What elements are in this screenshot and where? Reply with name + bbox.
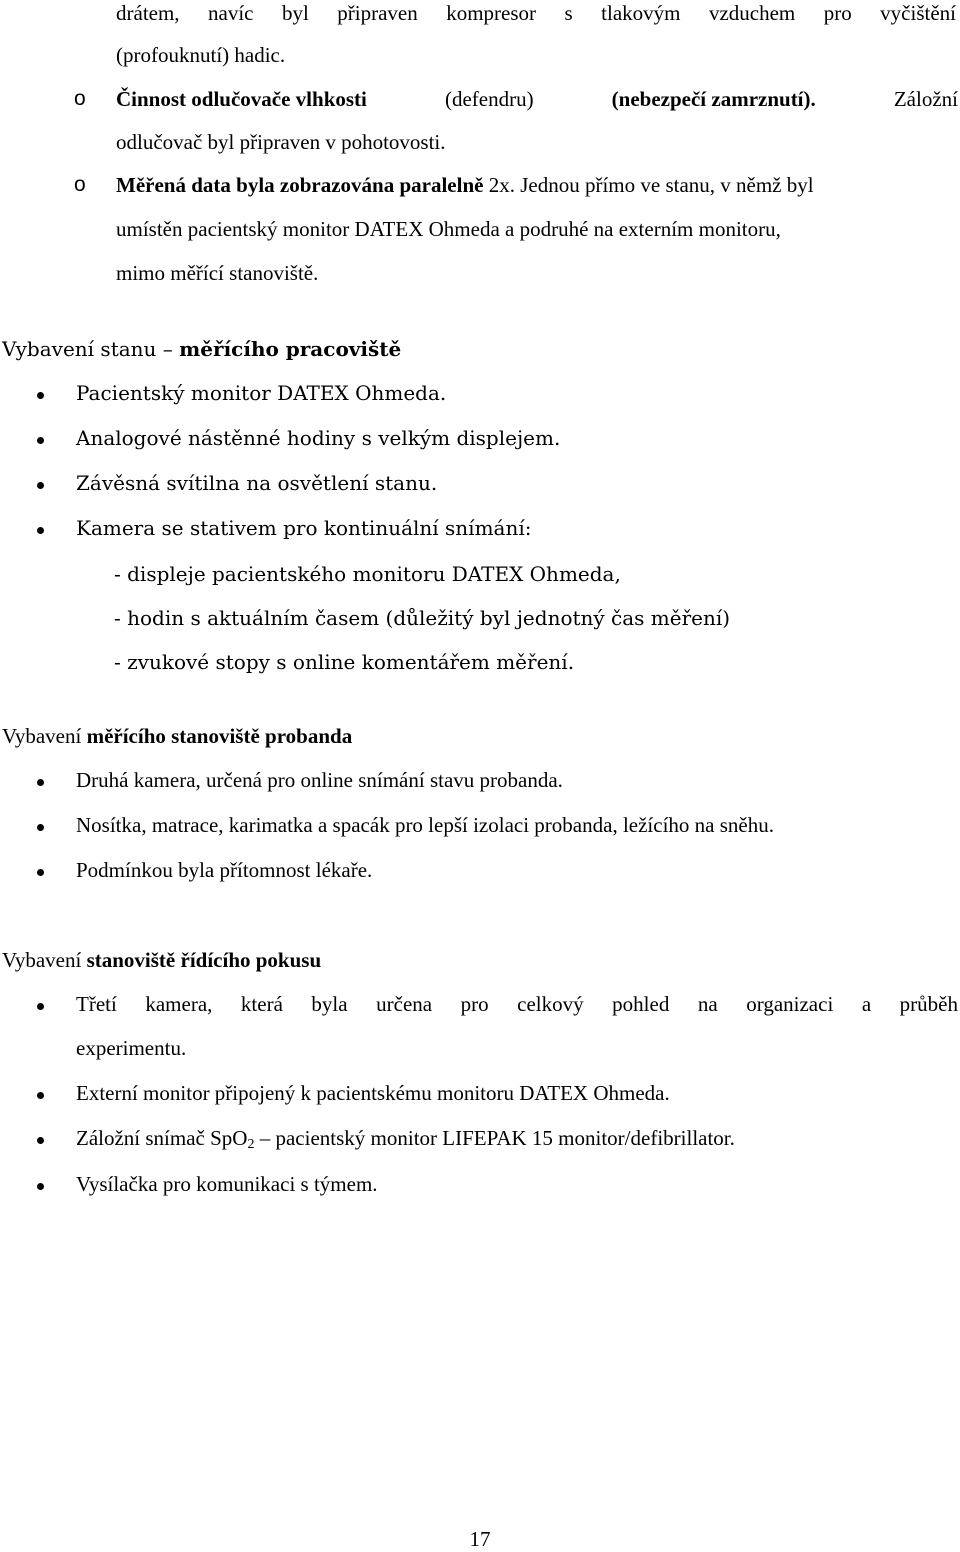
list-item: Pacientský monitor DATEX Ohmeda. xyxy=(76,381,447,405)
heading-bold: měřícího pracoviště xyxy=(179,337,402,361)
page-number: 17 xyxy=(469,1527,491,1551)
text-line xyxy=(116,86,958,112)
list-item: Analogové nástěnné hodiny s velkým displejem. xyxy=(76,426,561,450)
list-item xyxy=(76,991,958,1017)
bullet-icon xyxy=(37,482,44,489)
sub-item: - displeje pacientského monitoru DATEX Ohmeda, xyxy=(114,562,621,586)
bullet-icon xyxy=(37,437,44,444)
bullet-icon xyxy=(37,824,44,831)
bold-phrase: Činnost odlučovače vlhkosti xyxy=(116,87,367,111)
bullet-icon xyxy=(37,1183,44,1190)
bullet-icon xyxy=(37,1003,44,1010)
justified-line: Třetí kamera, která byla určena pro celkový pohled na organizaci a průběh xyxy=(76,992,958,1016)
text-line: odlučovač byl připraven v pohotovosti. xyxy=(116,130,446,154)
section-heading xyxy=(2,947,321,973)
bullet-icon xyxy=(37,779,44,786)
bullet-icon xyxy=(37,869,44,876)
list-item: Externí monitor připojený k pacientskému monitoru DATEX Ohmeda. xyxy=(76,1081,670,1105)
list-item: Podmínkou byla přítomnost lékaře. xyxy=(76,858,373,882)
list-item: Vysílačka pro komunikaci s týmem. xyxy=(76,1172,378,1196)
subscript: 2 xyxy=(247,1137,255,1152)
list-item: Nosítka, matrace, karimatka a spacák pro lepší izolaci probanda, ležícího na sněhu. xyxy=(76,813,774,837)
text-line xyxy=(116,172,814,198)
section-heading xyxy=(2,336,401,362)
justified-line xyxy=(116,86,958,112)
paragraph-text: drátem, navíc byl připraven kompresor s tlakovým vzduchem pro vyčištění xyxy=(116,1,956,25)
list-item xyxy=(76,1125,735,1151)
text-line: (profouknutí) hadic. xyxy=(116,43,286,67)
list-item: Kamera se stativem pro kontinuální snímání: xyxy=(76,516,532,540)
bullet-icon xyxy=(37,1092,44,1099)
text-span: (defendru) xyxy=(444,87,534,111)
sub-item: - hodin s aktuálním časem (důležitý byl jednotný čas měření) xyxy=(114,606,731,630)
bullet-icon xyxy=(37,1137,44,1144)
bullet-icon xyxy=(37,527,44,534)
list-marker-o: o xyxy=(74,87,86,110)
text-line: mimo měřící stanoviště. xyxy=(116,261,319,285)
bullet-icon xyxy=(37,392,44,399)
heading-plain: Vybavení xyxy=(2,948,87,972)
sub-item: - zvukové stopy s online komentářem měření. xyxy=(114,650,575,674)
text-line xyxy=(116,0,956,26)
text-span: – pacientský monitor LIFEPAK 15 monitor/defibrillator. xyxy=(254,1126,735,1150)
list-item-continuation: experimentu. xyxy=(76,1036,187,1060)
text-line: umístěn pacientský monitor DATEX Ohmeda a podruhé na externím monitoru, xyxy=(116,217,781,241)
list-item: Závěsná svítilna na osvětlení stanu. xyxy=(76,471,438,495)
text-span: 2x. Jednou přímo ve stanu, v němž byl xyxy=(483,173,814,197)
text-span: Záložní xyxy=(893,87,958,111)
heading-plain: Vybavení xyxy=(2,724,87,748)
heading-bold: měřícího stanoviště probanda xyxy=(86,724,353,748)
bold-phrase: (nebezpečí zamrznutí). xyxy=(611,87,816,111)
list-item: Druhá kamera, určená pro online snímání stavu probanda. xyxy=(76,768,563,792)
list-marker-o: o xyxy=(74,173,86,196)
heading-plain: Vybavení stanu – xyxy=(2,337,180,361)
bold-phrase: Měřená data byla zobrazována paralelně xyxy=(116,173,484,197)
section-heading xyxy=(2,723,352,749)
heading-bold: stanoviště řídícího pokusu xyxy=(86,948,322,972)
text-span: Záložní snímač SpO xyxy=(76,1126,248,1150)
